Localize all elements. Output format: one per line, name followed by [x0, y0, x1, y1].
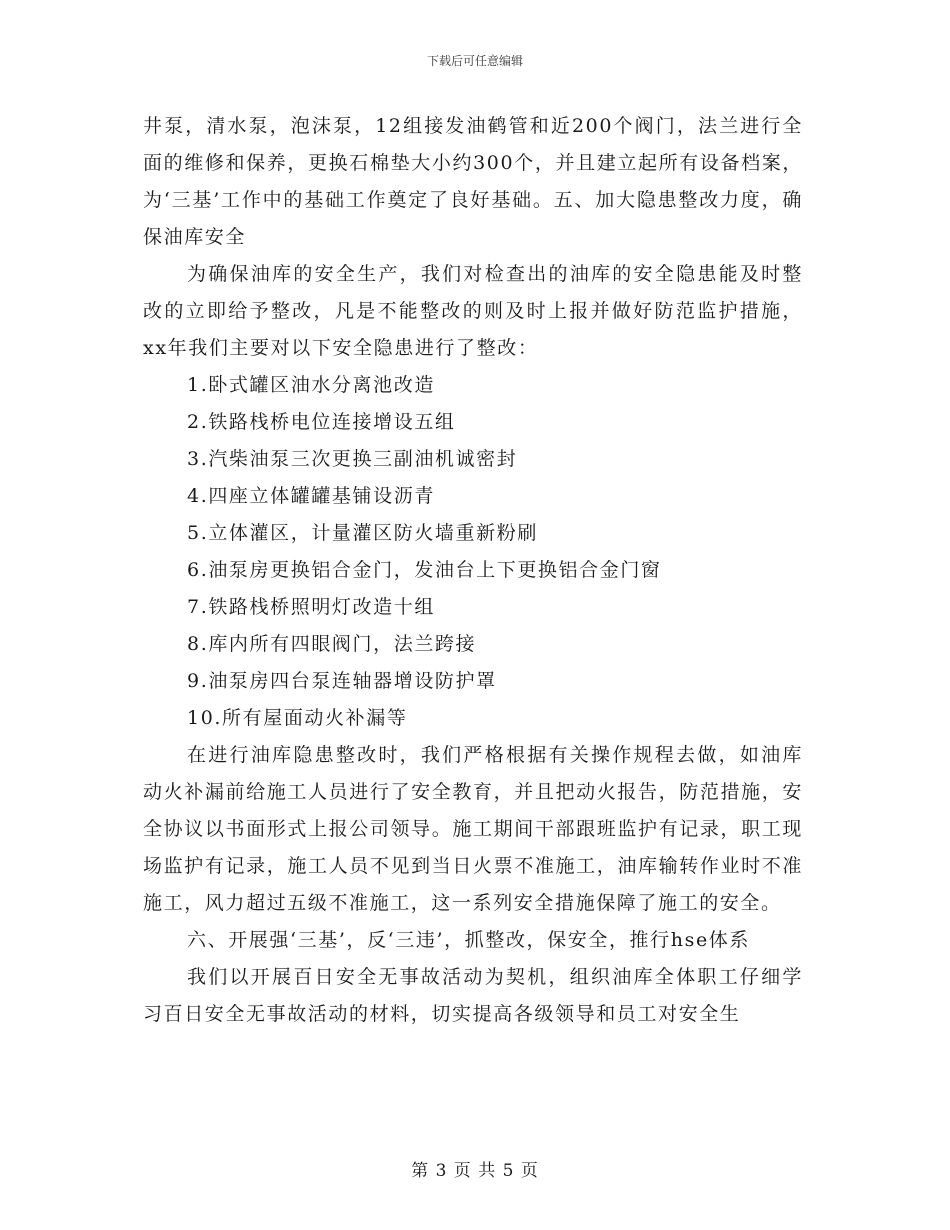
list-item: 9.油泵房四台泵连轴器增设防护罩 — [187, 670, 497, 692]
list-item: 1.卧式罐区油水分离池改造 — [187, 374, 435, 396]
list-item: 3.汽柴油泵三次更换三副油机诚密封 — [187, 448, 518, 470]
list-item: 5.立体灌区，计量灌区防火墙重新粉刷 — [187, 522, 538, 544]
paragraph-activity: 我们以开展百日安全无事故活动为契机，组织油库全体职工仔细学习百日安全无事故活动的材料，切实提高各级领导和员工对安全生 — [143, 966, 803, 1025]
list-item: 10.所有屋面动火补漏等 — [187, 707, 408, 729]
list-item: 7.铁路栈桥照明灯改造十组 — [187, 596, 435, 618]
list-item: 2.铁路栈桥电位连接增设五组 — [187, 411, 456, 433]
list-item: 4.四座立体罐罐基铺设沥青 — [187, 485, 435, 507]
page-footer: 第 3 页 共 5 页 — [411, 1161, 539, 1181]
section-heading: 六、开展强‘三基’，反‘三违’，抓整改，保安全，推行hse体系 — [187, 929, 750, 951]
paragraph-intro: 为确保油库的安全生产，我们对检查出的油库的安全隐患能及时整改的立即给予整改，凡是不能整改的则及时上报并做好防范监护措施，xx年我们主要对以下安全隐患进行了整改： — [143, 263, 803, 359]
document-body — [143, 108, 803, 1033]
page-header: 下载后可任意编辑 — [426, 54, 523, 68]
paragraph-rectification: 在进行油库隐患整改时，我们严格根据有关操作规程去做，如油库动火补漏前给施工人员进行了安全教育，并且把动火报告，防范措施，安全协议以书面形式上报公司领导。施工期间干部跟班监护有记录，职工现场监护有记录，施工人员不见到当日火票不准施工，油库输转作业时不准施工，风力超过五级不准施工，这一系列安全措施保障了施工的安全。 — [143, 744, 803, 914]
list-item: 6.油泵房更换铝合金门，发油台上下更换铝合金门窗 — [187, 559, 662, 581]
paragraph-continuation: 井泵，清水泵，泡沫泵，12组接发油鹤管和近200个阀门，法兰进行全面的维修和保养，更换石棉垫大小约300个，并且建立起所有设备档案，为‘三基’工作中的基础工作奠定了良好基础。五、加大隐患整改力度，确保油库安全 — [143, 115, 803, 248]
list-item: 8.库内所有四眼阀门，法兰跨接 — [187, 633, 477, 655]
